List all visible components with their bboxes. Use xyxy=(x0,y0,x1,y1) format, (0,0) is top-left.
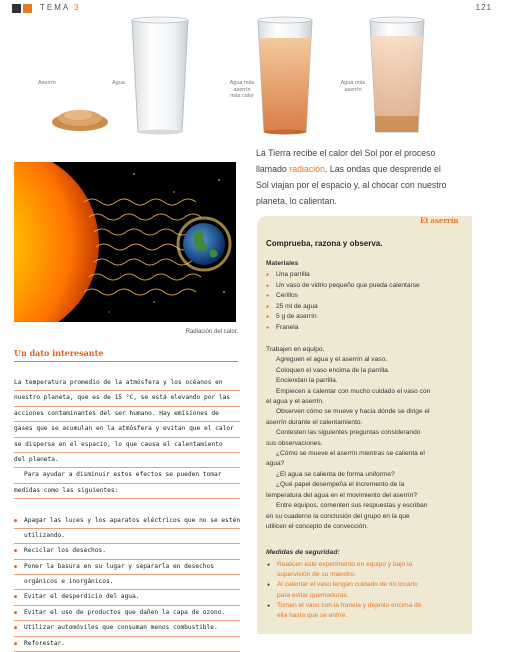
procedure-line: Contesten las siguientes preguntas considerando xyxy=(276,429,421,437)
safety-line: para evitar quemaduras. xyxy=(277,591,349,599)
safety-line: ella hasta que se enfríe. xyxy=(277,612,348,620)
radiation-image xyxy=(14,162,236,322)
material-item: ● 5 g de aserrín xyxy=(266,312,466,323)
safety-line: supervisión de su maestro. xyxy=(277,571,356,579)
dato-bullet: ● Apagar las luces y los aparatos eléctricos que no se estén xyxy=(14,514,240,529)
dato-bullet: ● Reforestar. xyxy=(14,637,240,652)
dato-bullet: ● Poner la basura en su lugar y separarla en desechos xyxy=(14,560,240,575)
safety-item xyxy=(266,580,470,600)
safety-list xyxy=(266,560,470,621)
dato-line: gases que se acumulan en la atmósfera y evitan que el calor xyxy=(14,422,240,437)
tema-label xyxy=(40,3,80,12)
material-item: ● 25 ml de agua xyxy=(266,302,466,313)
procedure-line: en su cuaderno la conclusión del grupo en la que xyxy=(266,512,410,520)
caption-aserrin: Aserrín xyxy=(38,80,56,86)
materials-title: Materiales xyxy=(266,260,299,267)
procedure-line: ¿El agua se calienta de forma uniforme? xyxy=(276,470,395,478)
caption-agua-calor xyxy=(222,80,262,100)
procedure-line: ¿Qué papel desempeña el incremento de la xyxy=(276,481,405,489)
procedure-line: ¿Cómo se mueve el aserrín mientras se calienta el xyxy=(276,450,425,458)
safety-line: ● Al calentar el vaso tengan cuidado de no tocarlo xyxy=(277,581,418,589)
dato-bullet: ● Reciclar los desechos. xyxy=(14,544,240,559)
caption-agua-aserrin xyxy=(336,80,370,93)
dato-line: nuestro planeta, que es de 15 °C, se está elevando por las xyxy=(14,391,240,406)
dato-line: del planeta. xyxy=(14,453,240,468)
caption-line: Agua más xyxy=(229,80,255,86)
header-square-dark xyxy=(12,4,21,13)
dato-line: se disperse en el espacio, lo que causa el calentamiento xyxy=(14,438,240,453)
procedure-line: el agua y el aserrín. xyxy=(266,398,324,406)
dato-bullet-cont: orgánicos e inorgánicos. xyxy=(14,575,240,590)
procedure-line: Observen cómo se mueve y hacia dónde se dirige el xyxy=(276,408,430,416)
panel-title: Comprueba, razona y observa. xyxy=(266,239,383,248)
dato-bullet-cont: utilizando. xyxy=(14,529,240,544)
procedure-line: Entre equipos, comenten sus respuestas y escriban xyxy=(276,502,428,510)
intro-text: . Las ondas que desprende el Sol viajan por el espacio y, al chocar con nuestro planeta, lo calientan. xyxy=(256,164,447,206)
dato-line: acciones contaminantes del ser humano. Hay emisiones de xyxy=(14,407,240,422)
procedure-line: Coloquen el vaso encima de la parrilla. xyxy=(276,366,390,374)
procedure-steps xyxy=(266,345,470,532)
intro-highlight: radiación xyxy=(289,164,325,174)
dato-divider xyxy=(14,361,238,362)
caption-line: Agua más xyxy=(340,80,366,86)
dato-line: Para ayudar a disminuir estos efectos se pueden tomar xyxy=(14,468,240,483)
procedure-line: Trabajen en equipo. xyxy=(266,346,325,353)
intro-paragraph xyxy=(256,145,456,209)
safety-item xyxy=(266,601,470,621)
procedure-line: agua? xyxy=(266,460,285,468)
procedure-line: aserrín durante el calentamiento. xyxy=(266,418,363,426)
procedure-line: Agreguen el agua y el aserrín al vaso. xyxy=(276,356,388,364)
dato-bullet: ● Evitar el desperdicio del agua. xyxy=(14,590,240,605)
procedure-line: temperatura del agua en el movimiento del aserrín? xyxy=(266,491,418,499)
safety-line: ● Tomen el vaso con la franela y déjenlo encima de xyxy=(277,601,422,609)
safety-line: ● Realicen este experimento en equipo y bajo la xyxy=(277,561,413,568)
dato-bullet: ● Utilizar automóviles que consuman menos combustible. xyxy=(14,621,240,636)
tema-text: TEMA xyxy=(40,3,70,12)
dato-body xyxy=(14,376,240,652)
intro-text: La Tierra recibe el calor del Sol por el proceso llamado xyxy=(256,148,436,174)
material-item: ● Franela xyxy=(266,323,466,334)
caption-line: aserrín xyxy=(344,86,362,93)
caption-line: más calor xyxy=(230,93,254,99)
sun-earth-illustration xyxy=(14,162,236,322)
caption-agua: Agua xyxy=(112,80,125,86)
procedure-line: Enciendan la parrilla. xyxy=(276,377,338,385)
material-item: ● Cerillos xyxy=(266,291,466,302)
procedure-line: Empiecen a calentar con mucho cuidado el vaso con xyxy=(276,387,431,395)
safety-item xyxy=(266,560,470,580)
sun xyxy=(14,162,99,322)
safety-title: Medidas de seguridad: xyxy=(266,549,340,556)
dato-spacer xyxy=(14,499,240,513)
procedure-line: utilicen el concepto de convección. xyxy=(266,522,368,530)
dato-title: Un dato interesante xyxy=(14,348,104,358)
panel-tab-label: El aserrín xyxy=(420,216,459,225)
glass-heated xyxy=(258,17,312,135)
sawdust-pile xyxy=(52,110,108,131)
experiment-photos xyxy=(30,12,440,142)
dato-line: La temperatura promedio de la atmósfera y los océanos en xyxy=(14,376,240,391)
dato-bullet: ● Evitar el uso de productos que dañen la capa de ozono. xyxy=(14,606,240,621)
glass-sawdust xyxy=(370,17,424,132)
dato-line: medidas como las siguientes: xyxy=(14,484,240,499)
radiation-caption: Radiación del calor. xyxy=(185,329,238,335)
page-number: 121 xyxy=(475,3,492,12)
caption-line: aserrín xyxy=(233,86,251,93)
procedure-line: sus observaciones. xyxy=(266,439,323,447)
materials-list xyxy=(266,270,466,334)
glass-water xyxy=(132,17,188,135)
material-item: ● Una parrilla xyxy=(266,270,466,281)
material-item: ● Un vaso de vidrio pequeño que pueda calentarse xyxy=(266,281,466,292)
tema-number: 3 xyxy=(74,3,81,12)
